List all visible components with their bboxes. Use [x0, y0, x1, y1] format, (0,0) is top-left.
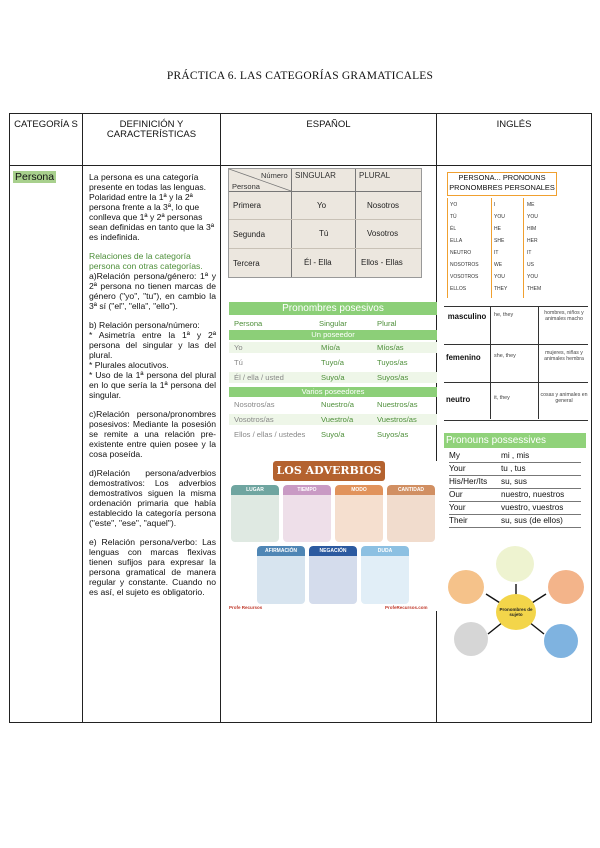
header-categorias: CATEGORÍA S: [10, 114, 83, 166]
category-cell: [10, 166, 83, 723]
english-pronouns-grid: [447, 198, 555, 300]
row-singular: Él - Ella: [304, 258, 332, 267]
footer-logo-left: Profe Recursos: [229, 605, 263, 610]
grid-es: NOSOTROS: [450, 262, 479, 268]
gender-label: femenino: [446, 353, 481, 362]
category-persona: Persona: [15, 171, 55, 183]
card-negacion: [309, 546, 357, 604]
card-tiempo: [283, 485, 331, 542]
possessive-row: [449, 451, 581, 463]
definition-cell: [83, 166, 221, 723]
pos-persona: Él / ella / usted: [234, 373, 284, 382]
grid-es: ÉL: [450, 226, 457, 232]
gender-pron: he, they: [494, 312, 514, 318]
corner-numero: Número: [261, 171, 288, 180]
card-title: NEGACIÓN: [309, 546, 357, 556]
possessive-es: vuestro, vuestros: [501, 503, 564, 512]
row-persona: Tercera: [233, 259, 260, 268]
def-intro: La persona es una categoría presente en todas las lenguas.: [89, 172, 207, 192]
english-pronouns-title: [447, 172, 557, 196]
def-e: e) Relación persona/verbo: Las lenguas con marcas flexivas tienen sufijos para expresar la persona gramatical de manera regular y constante. Cuando no es así, el sujeto es obligatorio.: [89, 537, 216, 597]
possessive-row: [449, 477, 581, 489]
card-lugar: [231, 485, 279, 542]
grid-object: US: [527, 262, 534, 268]
possessive-es: su, sus: [501, 477, 527, 486]
posesivos-title: Pronombres posesivos: [229, 302, 437, 315]
pos-singular: Suyo/a: [321, 373, 345, 382]
grid-es: VOSOTROS: [450, 274, 479, 280]
card-title: MODO: [335, 485, 383, 495]
card-title: LUGAR: [231, 485, 279, 495]
pos-persona: Tú: [234, 358, 243, 367]
circle-bottom-left: [454, 622, 488, 656]
card-cantidad: [387, 485, 435, 542]
row-persona: Primera: [233, 201, 262, 210]
pos-plural: Nuestros/as: [377, 400, 418, 409]
def-a: a)Relación persona/género: 1ª y 2ª persona no tienen marcas de género ("yo", "tu"), en cambio la 3ª sí ("el", "ella", "ello").: [89, 271, 216, 311]
spanish-pronouns-table: [228, 168, 422, 278]
def-b-title: b) Relación persona/número:: [89, 320, 200, 330]
col-singular: SINGULAR: [295, 171, 336, 180]
row-plural: Vosotros: [367, 229, 399, 238]
grid-es: YO: [450, 202, 458, 208]
grid-es: TÚ: [450, 214, 457, 220]
pos-persona: Yo: [234, 343, 243, 352]
possessive-row: [449, 516, 581, 528]
card-title: DUDA: [361, 546, 409, 556]
possessive-row: [449, 503, 581, 515]
pos-head-persona: Persona: [234, 319, 263, 328]
gender-desc: hombres, niños y animales macho: [544, 310, 584, 322]
row-persona: Segunda: [233, 230, 266, 239]
card-title: CANTIDAD: [387, 485, 435, 495]
pos-band-varios: Varios poseedores: [229, 387, 437, 397]
pos-persona: Ellos / ellas / ustedes: [234, 430, 306, 439]
gender-desc: mujeres, niñas y animales hembra: [544, 350, 584, 362]
grid-object: THEM: [527, 286, 542, 292]
col-plural: PLURAL: [359, 171, 391, 180]
pos-plural: Tuyos/as: [377, 358, 408, 367]
pos-persona: Nosotros/as: [234, 400, 275, 409]
grid-es: ELLA: [450, 238, 463, 244]
card-modo: [335, 485, 383, 542]
def-b3: * Uso de la 1ª persona del plural en lo que sería la 1ª persona del singular.: [89, 370, 216, 400]
def-d: d)Relación persona/adverbios demostrativos: Los adverbios demostrativos siguen la misma ordenación primaria que había establecido la categoría persona ("este", "ese", "aquel").: [89, 468, 216, 528]
pos-plural: Vuestros/as: [377, 415, 417, 424]
english-title-2: PRONOMBRES PERSONALES: [449, 183, 555, 192]
row-plural: Ellos - Ellas: [361, 258, 403, 267]
grid-es: ELLOS: [450, 286, 467, 292]
possessive-es: mi , mis: [501, 451, 530, 460]
pos-head-plural: Plural: [377, 319, 397, 328]
pos-singular: Mío/a: [321, 343, 340, 352]
pos-singular: Vuestro/a: [321, 415, 354, 424]
card-afirmacion: [257, 546, 305, 604]
possessive-en: Your: [449, 464, 466, 473]
card-duda: [361, 546, 409, 604]
grid-object: HER: [527, 238, 538, 244]
gender-label: masculino: [447, 312, 487, 321]
corner-persona: Persona: [232, 182, 260, 191]
english-gender-table: [444, 306, 588, 419]
card-title: AFIRMACIÓN: [257, 546, 305, 556]
circle-center: Pronombres de sujeto: [496, 594, 536, 630]
pos-persona: Vosotros/as: [234, 415, 274, 424]
grid-object: YOU: [527, 214, 538, 220]
possessives-title: Pronouns possessives: [444, 433, 586, 448]
possessive-en: Your: [449, 503, 466, 512]
card-title: TIEMPO: [283, 485, 331, 495]
subject-pronouns-diagram: [446, 546, 586, 668]
header-espanol: ESPAÑOL: [221, 114, 437, 166]
adverbios-infographic: [229, 461, 437, 611]
pos-head-singular: Singular: [319, 319, 347, 328]
circle-top: [496, 546, 534, 582]
grid-subject: IT: [494, 250, 499, 256]
gender-pron: it, they: [494, 395, 510, 401]
pos-singular: Tuyo/a: [321, 358, 344, 367]
def-c: c)Relación persona/pronombres posesivos: Mediante la posesión se remite a una relación pre-existente entre quien posee y la cosa poseída.: [89, 409, 216, 459]
grid-es: NEUTRO: [450, 250, 472, 256]
adverbios-title: LOS ADVERBIOS: [273, 461, 385, 481]
posesivos-table: [229, 302, 437, 442]
possessive-es: tu , tus: [501, 464, 526, 473]
gender-desc: cosas y animales en general: [540, 392, 588, 404]
def-relaciones: Relaciones de la categoría persona con otras categorías.: [89, 251, 203, 271]
english-title-1: PERSONA... PRONOUNS: [458, 173, 546, 182]
possessive-en: Our: [449, 490, 463, 499]
pos-plural: Suyos/as: [377, 373, 409, 382]
possessive-en: My: [449, 451, 460, 460]
grid-subject: YOU: [494, 214, 505, 220]
grid-object: HIM: [527, 226, 537, 232]
def-b2: * Plurales alocutivos.: [89, 360, 169, 370]
pos-plural: Míos/as: [377, 343, 404, 352]
possessive-row: [449, 464, 581, 476]
pos-singular: Suyo/a: [321, 430, 345, 439]
grid-subject: THEY: [494, 286, 508, 292]
possessive-en: His/Her/Its: [449, 477, 488, 486]
def-b1: * Asimetría entre la 1ª y 2ª persona del singular y las del plural.: [89, 330, 216, 360]
footer-logo-right: ProfeRecursos.com: [385, 605, 428, 610]
circle-left: [448, 570, 484, 604]
possessive-es: nuestro, nuestros: [501, 490, 565, 499]
grid-subject: WE: [494, 262, 503, 268]
grid-subject: I: [494, 202, 496, 208]
pos-plural: Suyos/as: [377, 430, 409, 439]
grid-object: YOU: [527, 274, 538, 280]
gender-label: neutro: [446, 395, 471, 404]
possessive-es: su, sus (de ellos): [501, 516, 563, 525]
circle-bottom-right: [544, 624, 578, 658]
possessive-en: Their: [449, 516, 468, 525]
grid-object: ME: [527, 202, 535, 208]
grid-subject: HE: [494, 226, 501, 232]
pos-singular: Nuestro/a: [321, 400, 354, 409]
row-singular: Yo: [317, 201, 327, 210]
header-ingles: INGLÉS: [437, 114, 592, 166]
possessive-row: [449, 490, 581, 502]
header-definicion: DEFINICIÓN Y CARACTERÍSTICAS: [83, 114, 221, 166]
grid-subject: SHE: [494, 238, 505, 244]
row-singular: Tú: [319, 229, 329, 238]
gender-pron: she, they: [494, 353, 516, 359]
pos-band-un-poseedor: Un poseedor: [229, 330, 437, 340]
grid-object: IT: [527, 250, 532, 256]
page-title: PRÁCTICA 6. LAS CATEGORÍAS GRAMATICALES: [166, 70, 434, 82]
grid-subject: YOU: [494, 274, 505, 280]
def-polaridad: Polaridad entre la 1ª y la 2ª persona frente a la 3ª, lo que conlleva que 1ª y 2ª personas sean definidas en tanto que la 3ª es indefinida.: [89, 192, 215, 242]
circle-right: [548, 570, 584, 604]
row-plural: Nosotros: [367, 201, 400, 210]
